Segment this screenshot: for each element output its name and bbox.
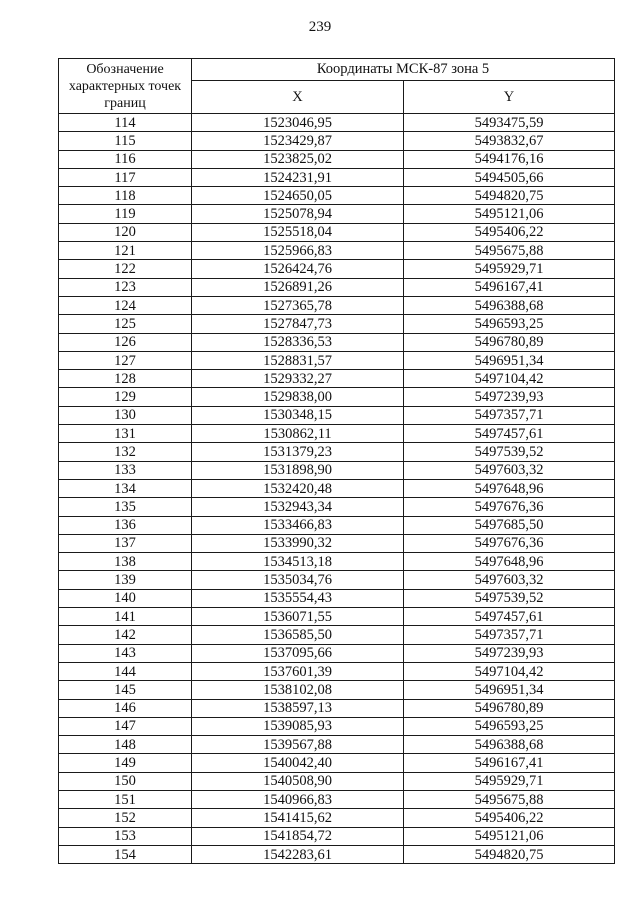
point-cell: 132 [59, 443, 192, 461]
point-cell: 144 [59, 662, 192, 680]
x-coordinate-cell: 1539567,88 [192, 736, 404, 754]
y-coordinate-cell: 5496167,41 [404, 278, 615, 296]
y-column-header: Y [404, 81, 615, 114]
y-coordinate-cell: 5496388,68 [404, 736, 615, 754]
point-cell: 121 [59, 242, 192, 260]
point-cell: 116 [59, 150, 192, 168]
y-coordinate-cell: 5494820,75 [404, 845, 615, 863]
x-coordinate-cell: 1533466,83 [192, 516, 404, 534]
y-coordinate-cell: 5493475,59 [404, 114, 615, 132]
y-coordinate-cell: 5494176,16 [404, 150, 615, 168]
x-coordinate-cell: 1535554,43 [192, 589, 404, 607]
y-coordinate-cell: 5497457,61 [404, 608, 615, 626]
x-coordinate-cell: 1538597,13 [192, 699, 404, 717]
x-coordinate-cell: 1525966,83 [192, 242, 404, 260]
point-cell: 120 [59, 223, 192, 241]
y-coordinate-cell: 5495121,06 [404, 827, 615, 845]
table-row [59, 260, 615, 278]
y-coordinate-cell: 5495675,88 [404, 242, 615, 260]
point-cell: 138 [59, 553, 192, 571]
table-row [59, 608, 615, 626]
x-coordinate-cell: 1541854,72 [192, 827, 404, 845]
x-coordinate-cell: 1530348,15 [192, 406, 404, 424]
table-row [59, 388, 615, 406]
y-coordinate-cell: 5496780,89 [404, 333, 615, 351]
table-row [59, 717, 615, 735]
y-coordinate-cell: 5497648,96 [404, 479, 615, 497]
x-coordinate-cell: 1523046,95 [192, 114, 404, 132]
point-cell: 147 [59, 717, 192, 735]
x-coordinate-cell: 1540042,40 [192, 754, 404, 772]
y-coordinate-cell: 5497676,36 [404, 498, 615, 516]
x-coordinate-cell: 1530862,11 [192, 425, 404, 443]
y-coordinate-cell: 5495406,22 [404, 223, 615, 241]
table-row [59, 443, 615, 461]
point-cell: 131 [59, 425, 192, 443]
x-coordinate-cell: 1531898,90 [192, 461, 404, 479]
point-cell: 133 [59, 461, 192, 479]
point-cell: 118 [59, 187, 192, 205]
point-column-header: Обозначение характерных точек границ [59, 59, 192, 114]
table-row [59, 571, 615, 589]
table-body [59, 114, 615, 864]
page-number: 239 [308, 19, 332, 35]
y-coordinate-cell: 5493832,67 [404, 132, 615, 150]
y-coordinate-cell: 5497457,61 [404, 425, 615, 443]
point-cell: 125 [59, 315, 192, 333]
x-column-header: X [192, 81, 404, 114]
point-cell: 128 [59, 370, 192, 388]
x-coordinate-cell: 1523429,87 [192, 132, 404, 150]
x-coordinate-cell: 1538102,08 [192, 681, 404, 699]
point-cell: 148 [59, 736, 192, 754]
y-coordinate-cell: 5497539,52 [404, 443, 615, 461]
point-cell: 124 [59, 296, 192, 314]
y-coordinate-cell: 5496780,89 [404, 699, 615, 717]
table-row [59, 699, 615, 717]
y-coordinate-cell: 5496167,41 [404, 754, 615, 772]
table-row [59, 406, 615, 424]
table-header [59, 59, 615, 114]
x-coordinate-cell: 1527365,78 [192, 296, 404, 314]
table-row [59, 498, 615, 516]
y-coordinate-cell: 5497239,93 [404, 388, 615, 406]
table-row [59, 296, 615, 314]
point-cell: 134 [59, 479, 192, 497]
x-coordinate-cell: 1536071,55 [192, 608, 404, 626]
point-cell: 139 [59, 571, 192, 589]
y-coordinate-cell: 5496951,34 [404, 351, 615, 369]
y-coordinate-cell: 5496593,25 [404, 315, 615, 333]
x-coordinate-cell: 1539085,93 [192, 717, 404, 735]
table-row [59, 223, 615, 241]
x-coordinate-cell: 1529838,00 [192, 388, 404, 406]
y-coordinate-cell: 5497357,71 [404, 406, 615, 424]
point-cell: 129 [59, 388, 192, 406]
point-cell: 154 [59, 845, 192, 863]
y-coordinate-cell: 5496388,68 [404, 296, 615, 314]
y-coordinate-cell: 5495929,71 [404, 260, 615, 278]
table-row [59, 626, 615, 644]
point-cell: 137 [59, 534, 192, 552]
x-coordinate-cell: 1532943,34 [192, 498, 404, 516]
table-row [59, 187, 615, 205]
point-cell: 150 [59, 772, 192, 790]
y-coordinate-cell: 5495121,06 [404, 205, 615, 223]
point-cell: 143 [59, 644, 192, 662]
x-coordinate-cell: 1541415,62 [192, 809, 404, 827]
y-coordinate-cell: 5497239,93 [404, 644, 615, 662]
point-cell: 115 [59, 132, 192, 150]
table-row [59, 681, 615, 699]
x-coordinate-cell: 1534513,18 [192, 553, 404, 571]
x-coordinate-cell: 1532420,48 [192, 479, 404, 497]
table-row [59, 351, 615, 369]
point-cell: 152 [59, 809, 192, 827]
y-coordinate-cell: 5497676,36 [404, 534, 615, 552]
table-row [59, 845, 615, 863]
table-row [59, 278, 615, 296]
table-row [59, 168, 615, 186]
table-row [59, 534, 615, 552]
table-row [59, 644, 615, 662]
x-coordinate-cell: 1542283,61 [192, 845, 404, 863]
point-cell: 142 [59, 626, 192, 644]
y-coordinate-cell: 5497539,52 [404, 589, 615, 607]
x-coordinate-cell: 1540966,83 [192, 790, 404, 808]
table-row [59, 662, 615, 680]
x-coordinate-cell: 1536585,50 [192, 626, 404, 644]
x-coordinate-cell: 1524650,05 [192, 187, 404, 205]
point-cell: 153 [59, 827, 192, 845]
table-row [59, 736, 615, 754]
y-coordinate-cell: 5494505,66 [404, 168, 615, 186]
point-cell: 149 [59, 754, 192, 772]
point-cell: 151 [59, 790, 192, 808]
table-row [59, 132, 615, 150]
x-coordinate-cell: 1528336,53 [192, 333, 404, 351]
y-coordinate-cell: 5495406,22 [404, 809, 615, 827]
point-cell: 123 [59, 278, 192, 296]
table-row [59, 553, 615, 571]
point-cell: 130 [59, 406, 192, 424]
x-coordinate-cell: 1524231,91 [192, 168, 404, 186]
x-coordinate-cell: 1537601,39 [192, 662, 404, 680]
x-coordinate-cell: 1525078,94 [192, 205, 404, 223]
table-row [59, 205, 615, 223]
x-coordinate-cell: 1525518,04 [192, 223, 404, 241]
table-row [59, 589, 615, 607]
point-cell: 145 [59, 681, 192, 699]
table-row [59, 425, 615, 443]
table-row [59, 790, 615, 808]
table-row [59, 754, 615, 772]
point-cell: 140 [59, 589, 192, 607]
y-coordinate-cell: 5497357,71 [404, 626, 615, 644]
y-coordinate-cell: 5497603,32 [404, 461, 615, 479]
x-coordinate-cell: 1531379,23 [192, 443, 404, 461]
table-row [59, 516, 615, 534]
table-row [59, 114, 615, 132]
table-row [59, 242, 615, 260]
x-coordinate-cell: 1523825,02 [192, 150, 404, 168]
y-coordinate-cell: 5496593,25 [404, 717, 615, 735]
table-row [59, 461, 615, 479]
x-coordinate-cell: 1533990,32 [192, 534, 404, 552]
table-row [59, 827, 615, 845]
y-coordinate-cell: 5494820,75 [404, 187, 615, 205]
coordinates-group-header: Координаты МСК-87 зона 5 [192, 59, 615, 81]
x-coordinate-cell: 1526891,26 [192, 278, 404, 296]
y-coordinate-cell: 5497685,50 [404, 516, 615, 534]
table-row [59, 315, 615, 333]
x-coordinate-cell: 1528831,57 [192, 351, 404, 369]
point-cell: 126 [59, 333, 192, 351]
point-cell: 141 [59, 608, 192, 626]
point-cell: 146 [59, 699, 192, 717]
table-row [59, 150, 615, 168]
x-coordinate-cell: 1535034,76 [192, 571, 404, 589]
y-coordinate-cell: 5497648,96 [404, 553, 615, 571]
y-coordinate-cell: 5496951,34 [404, 681, 615, 699]
y-coordinate-cell: 5497603,32 [404, 571, 615, 589]
table-row [59, 772, 615, 790]
y-coordinate-cell: 5497104,42 [404, 662, 615, 680]
x-coordinate-cell: 1526424,76 [192, 260, 404, 278]
table-row [59, 809, 615, 827]
y-coordinate-cell: 5495929,71 [404, 772, 615, 790]
table-row [59, 370, 615, 388]
point-cell: 119 [59, 205, 192, 223]
point-cell: 114 [59, 114, 192, 132]
point-cell: 136 [59, 516, 192, 534]
x-coordinate-cell: 1527847,73 [192, 315, 404, 333]
table-row [59, 479, 615, 497]
point-cell: 135 [59, 498, 192, 516]
point-cell: 127 [59, 351, 192, 369]
point-cell: 117 [59, 168, 192, 186]
point-cell: 122 [59, 260, 192, 278]
x-coordinate-cell: 1540508,90 [192, 772, 404, 790]
x-coordinate-cell: 1537095,66 [192, 644, 404, 662]
x-coordinate-cell: 1529332,27 [192, 370, 404, 388]
y-coordinate-cell: 5497104,42 [404, 370, 615, 388]
y-coordinate-cell: 5495675,88 [404, 790, 615, 808]
coordinates-table [58, 58, 615, 864]
table-row [59, 333, 615, 351]
